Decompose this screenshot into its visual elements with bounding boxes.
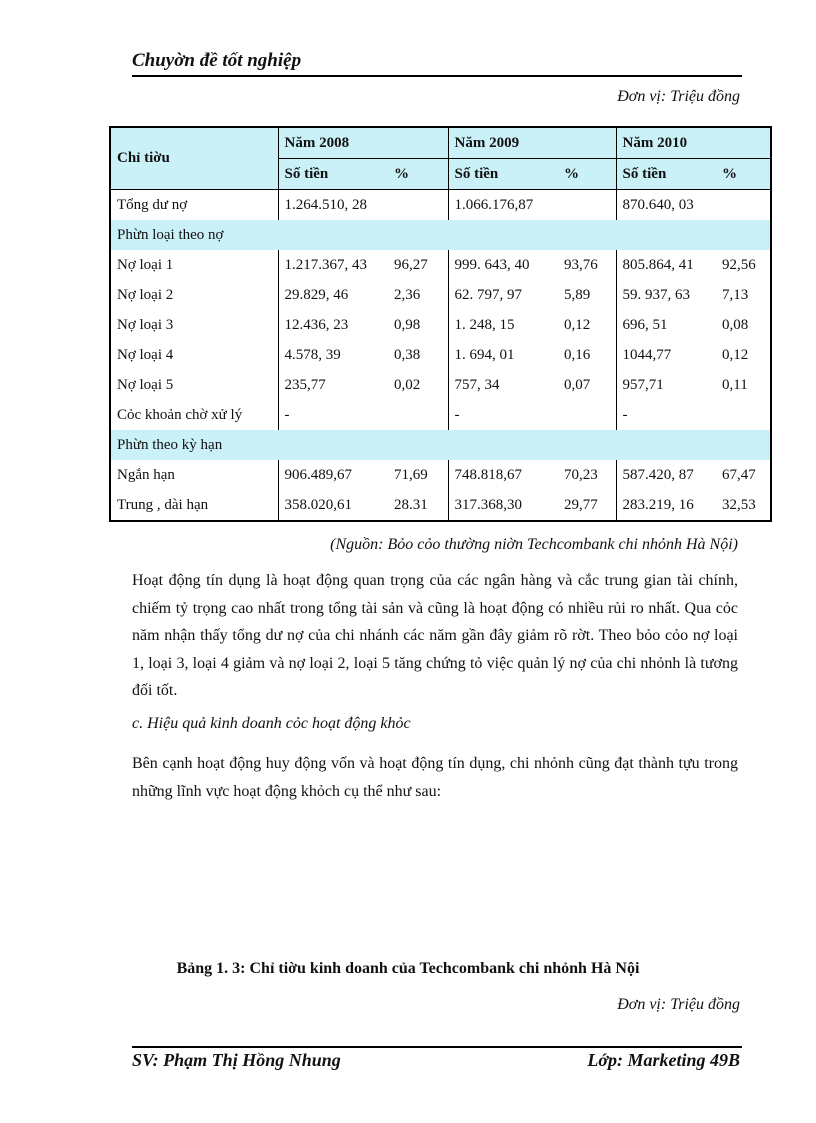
cell: 1. 248, 15 (448, 310, 558, 340)
cell: 71,69 (394, 466, 428, 483)
amount-header: Số tiền (616, 159, 716, 190)
cell: 2,36 (394, 286, 421, 303)
cell: 0,02 (394, 376, 421, 393)
cell: 0,07 (564, 376, 591, 393)
row-label: Nợ loại 2 (110, 280, 278, 310)
cell: 0,11 (716, 370, 771, 400)
cell (716, 190, 771, 221)
body-paragraph-1: Hoạt động tín dụng là hoạt động quan trọng của các ngân hàng và cắc trung gian tài chính, chiếm tỷ trọng cao nhất trong tổng tài sản và cũng là hoạt động có nhiều rủi ro nhất. Qua cỏc năm nhận thấy tổng dư nợ của chi nhánh các năm gần đây giảm rõ rờt. Theo bỏo cỏo nợ loại 1, loại 3, loại 4 giảm và nợ loại 2, loại 5 tăng chứng tỏ việc quản lý nợ của chi nhỏnh là tương đối tốt. (132, 572, 738, 699)
cell: 1.066.176,87 (448, 190, 558, 221)
cell: 1.217.367, 43 (278, 250, 388, 280)
cell: 0,12 (716, 340, 771, 370)
table-row (110, 460, 771, 490)
row-label: Nợ loại 4 (110, 340, 278, 370)
cell: 62. 797, 97 (448, 280, 558, 310)
cell (388, 400, 448, 430)
category-label: Phừn loại theo nợ (110, 220, 771, 250)
category-row-term (110, 430, 771, 460)
cell: 7,13 (716, 280, 771, 310)
unit-label-bottom: Đơn vị: Triệu đồng (617, 996, 740, 1013)
cell: 748.818,67 (448, 460, 558, 490)
cell: 283.219, 16 (616, 490, 716, 521)
cell: 957,71 (616, 370, 716, 400)
amount-header: Số tiền (278, 159, 388, 190)
cell: 67,47 (716, 460, 771, 490)
percent-header: % (388, 159, 448, 190)
cell: 358.020,61 (278, 490, 388, 521)
cell: 317.368,30 (448, 490, 558, 521)
cell: 906.489,67 (278, 460, 388, 490)
table-header-row (110, 127, 771, 159)
year-header-2008: Năm 2008 (278, 127, 448, 159)
cell: 587.420, 87 (616, 460, 716, 490)
cell: 0,12 (564, 316, 591, 333)
section-subheading: c. Hiệu quả kinh doanh cỏc hoạt động khỏc (132, 715, 411, 732)
cell: 12.436, 23 (278, 310, 388, 340)
body-paragraph-2: Bên cạnh hoạt động huy động vốn và hoạt động tín dụng, chi nhỏnh cũng đạt thành tựu trong những lĩnh vực hoạt động khỏch cụ thể như sau: (132, 755, 738, 800)
table-row-total (110, 190, 771, 221)
category-row-loan-type (110, 220, 771, 250)
cell (558, 190, 616, 221)
cell: 29.829, 46 (278, 280, 388, 310)
cell: 1044,77 (616, 340, 716, 370)
source-note: (Nguồn: Bỏo cỏo thường niờn Techcombank chi nhỏnh Hà Nội) (330, 536, 738, 553)
table-row (110, 370, 771, 400)
cell: 28.31 (388, 490, 448, 521)
cell: - (616, 400, 716, 430)
cell: 0,98 (394, 316, 421, 333)
cell (716, 400, 771, 430)
cell: 4.578, 39 (278, 340, 388, 370)
table-row (110, 340, 771, 370)
row-label: Trung , dài hạn (110, 490, 278, 521)
row-label: Cỏc khoản chờ xử lý (110, 400, 278, 430)
cell: 59. 937, 63 (616, 280, 716, 310)
cell: 70,23 (564, 466, 598, 483)
cell: 96,27 (394, 256, 428, 273)
cell: 235,77 (278, 370, 388, 400)
cell: 5,89 (564, 286, 591, 303)
table-row (110, 310, 771, 340)
year-header-2010: Năm 2010 (616, 127, 771, 159)
cell (558, 400, 616, 430)
cell: 0,38 (394, 346, 421, 363)
cell: 29,77 (558, 490, 616, 521)
unit-label-top: Đơn vị: Triệu đồng (617, 88, 740, 105)
cell: - (448, 400, 558, 430)
row-label: Ngắn hạn (110, 460, 278, 490)
cell: 0,08 (716, 310, 771, 340)
header-divider (132, 75, 742, 77)
footer-class: Lớp: Marketing 49B (587, 1050, 740, 1070)
table-row (110, 400, 771, 430)
row-label: Nợ loại 3 (110, 310, 278, 340)
cell: - (278, 400, 388, 430)
row-label: Nợ loại 1 (110, 250, 278, 280)
cell: 92,56 (716, 250, 771, 280)
loan-table (109, 126, 772, 522)
cell: 870.640, 03 (616, 190, 716, 221)
cell: 0,16 (564, 346, 591, 363)
cell: 1. 694, 01 (448, 340, 558, 370)
cell (388, 190, 448, 221)
row-label: Nợ loại 5 (110, 370, 278, 400)
cell: 805.864, 41 (616, 250, 716, 280)
cell: 1.264.510, 28 (278, 190, 388, 221)
cell: 757, 34 (448, 370, 558, 400)
table-row (110, 280, 771, 310)
row-label: Tổng dư nợ (110, 190, 278, 221)
table-row (110, 250, 771, 280)
cell: 696, 51 (616, 310, 716, 340)
header-title: Chuyờn đề tốt nghiệp (132, 50, 302, 71)
table-row (110, 490, 771, 521)
percent-header: % (716, 159, 771, 190)
cell: 93,76 (564, 256, 598, 273)
footer-divider (132, 1046, 742, 1048)
footer-student: SV: Phạm Thị Hồng Nhung (132, 1050, 341, 1070)
table-caption: Bảng 1. 3: Chỉ tiờu kinh doanh của Techcombank chi nhỏnh Hà Nội (176, 960, 640, 977)
year-header-2009: Năm 2009 (448, 127, 616, 159)
amount-header: Số tiền (448, 159, 558, 190)
category-label: Phừn theo kỳ hạn (110, 430, 771, 460)
cell: 999. 643, 40 (448, 250, 558, 280)
cell: 32,53 (716, 490, 771, 521)
percent-header: % (558, 159, 616, 190)
col-label-header: Chỉ tiờu (110, 127, 278, 190)
